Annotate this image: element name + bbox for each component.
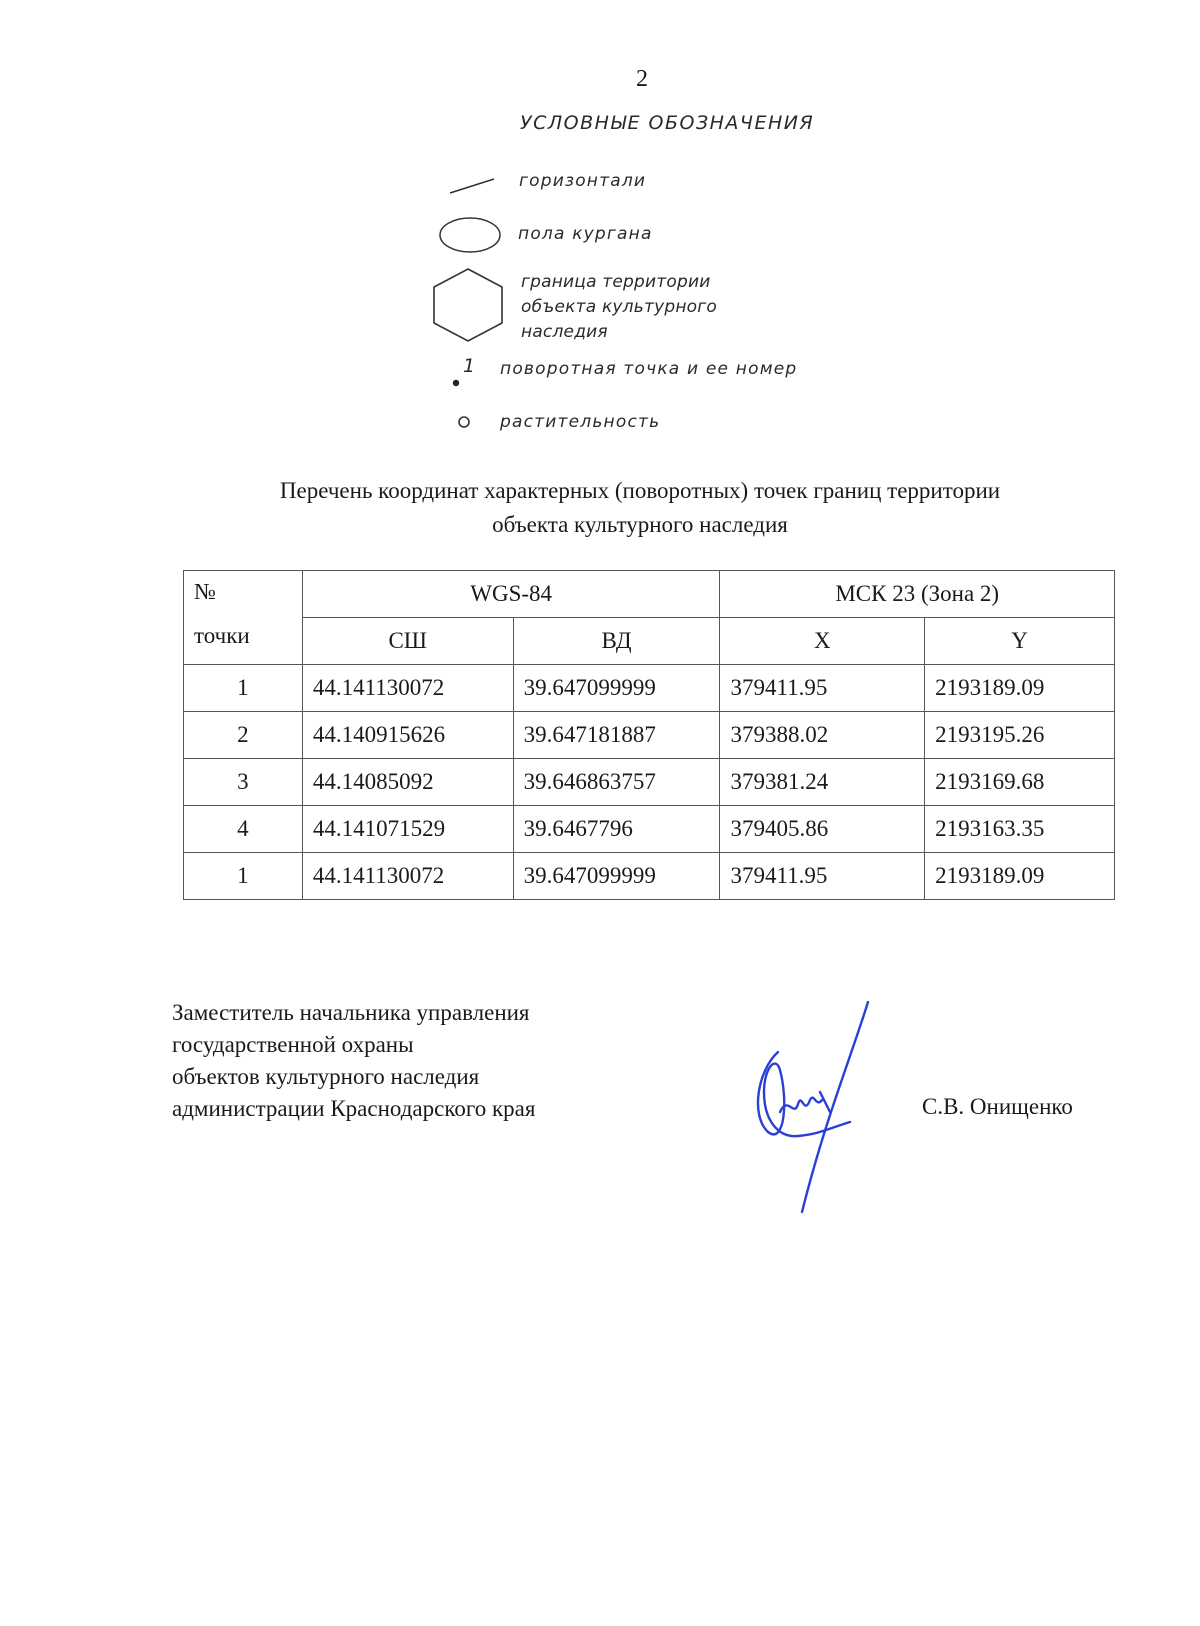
legend-label-turning-point: поворотная точка и ее номер (500, 359, 798, 379)
cell-latitude: 44.141130072 (302, 665, 513, 712)
table-header-row (184, 571, 1115, 618)
contour-line-icon (448, 176, 496, 196)
cell-longitude: 39.6467796 (513, 806, 720, 853)
turning-point-number: 1 (463, 355, 477, 377)
cell-point-number: 3 (184, 759, 303, 806)
header-point-number (184, 571, 303, 665)
header-no-sign: № (194, 579, 216, 604)
legend-label-barrow-floor: пола кургана (518, 224, 653, 244)
cell-x: 379411.95 (720, 665, 925, 712)
cell-longitude: 39.647181887 (513, 712, 720, 759)
cell-point-number: 2 (184, 712, 303, 759)
coordinates-heading-line-1: Перечень координат характерных (поворотных) точек границ территории (279, 478, 1001, 503)
coordinates-heading (150, 474, 1130, 542)
handwritten-signature (750, 1000, 870, 1215)
cell-y: 2193195.26 (925, 712, 1115, 759)
signer-name: С.В. Онищенко (922, 1094, 1073, 1119)
cell-longitude: 39.647099999 (513, 853, 720, 900)
turning-point-dot-icon (451, 378, 461, 388)
cell-x: 379405.86 (720, 806, 925, 853)
signatory-position-line: Заместитель начальника управления (172, 1000, 530, 1025)
cell-y: 2193189.09 (925, 853, 1115, 900)
table-row (184, 806, 1115, 853)
table-row (184, 665, 1115, 712)
cell-longitude: 39.646863757 (513, 759, 720, 806)
legend-label-boundary-line-1: граница территории (521, 272, 711, 292)
hexagon-icon (430, 266, 506, 344)
cell-y: 2193163.35 (925, 806, 1115, 853)
header-y: Y (925, 618, 1115, 665)
cell-latitude: 44.141130072 (302, 853, 513, 900)
legend-label-contours: горизонтали (519, 171, 647, 191)
signatory-position (172, 997, 535, 1125)
coordinates-heading-line-2: объекта культурного наследия (492, 512, 788, 537)
cell-latitude: 44.140915626 (302, 712, 513, 759)
legend-title: УСЛОВНЫЕ ОБОЗНАЧЕНИЯ (520, 112, 815, 134)
cell-x: 379411.95 (720, 853, 925, 900)
header-longitude: ВД (513, 618, 720, 665)
table-subheader-row (184, 618, 1115, 665)
coordinates-table (183, 570, 1115, 900)
legend-label-vegetation: растительность (500, 412, 661, 432)
cell-point-number: 1 (184, 853, 303, 900)
header-x: X (720, 618, 925, 665)
header-latitude: СШ (302, 618, 513, 665)
table-row (184, 759, 1115, 806)
header-msk23: МСК 23 (Зона 2) (720, 571, 1115, 618)
page-number: 2 (636, 66, 648, 92)
cell-y: 2193189.09 (925, 665, 1115, 712)
signatory-position-line: объектов культурного наследия (172, 1064, 480, 1089)
cell-latitude: 44.14085092 (302, 759, 513, 806)
header-wgs84: WGS-84 (302, 571, 720, 618)
cell-x: 379388.02 (720, 712, 925, 759)
cell-longitude: 39.647099999 (513, 665, 720, 712)
circle-icon (456, 414, 472, 430)
cell-x: 379381.24 (720, 759, 925, 806)
signatory-position-line: администрации Краснодарского края (172, 1096, 536, 1121)
cell-point-number: 1 (184, 665, 303, 712)
cell-y: 2193169.68 (925, 759, 1115, 806)
ellipse-icon (437, 215, 503, 255)
table-row (184, 712, 1115, 759)
cell-point-number: 4 (184, 806, 303, 853)
cell-latitude: 44.141071529 (302, 806, 513, 853)
legend-label-boundary-line-2: объекта культурного (521, 297, 717, 317)
header-point-label: точки (194, 623, 250, 648)
legend-label-boundary-line-3: наследия (521, 322, 608, 342)
signatory-position-line: государственной охраны (172, 1032, 414, 1057)
table-row (184, 853, 1115, 900)
